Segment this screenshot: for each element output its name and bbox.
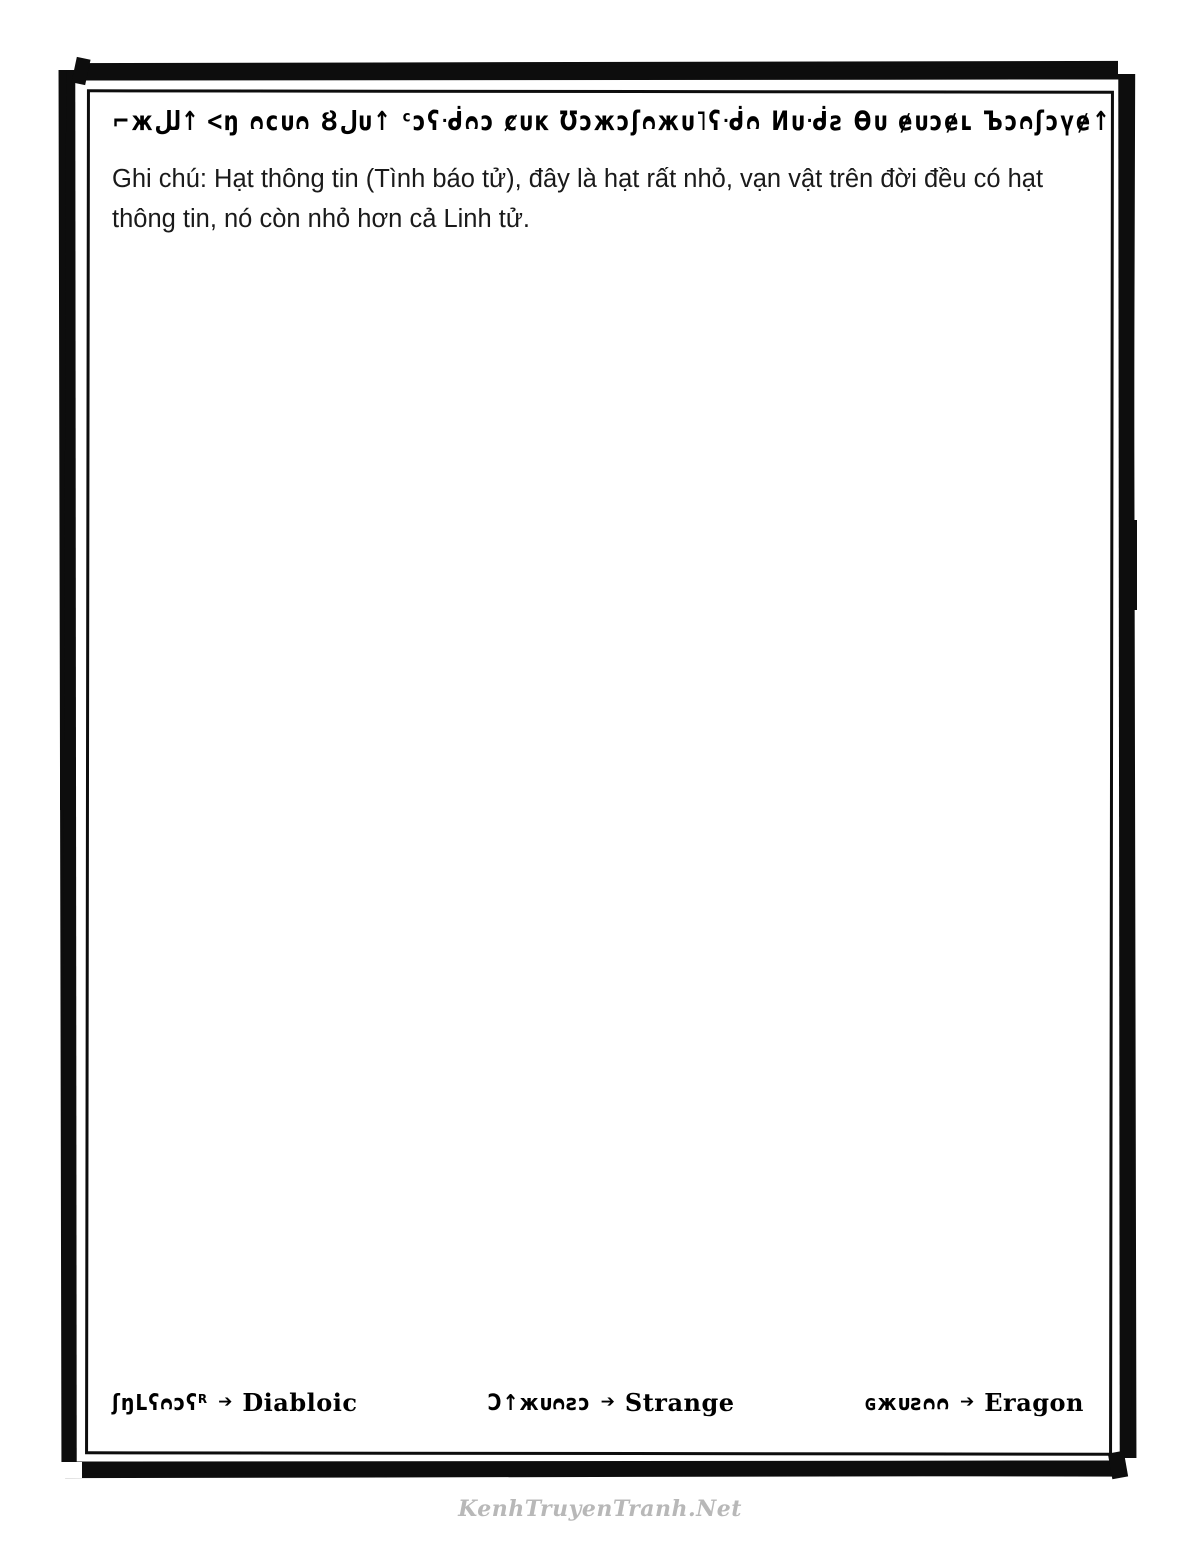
glossary-rune-diabloic: ʃŋᒪʕᴒɔʕᴿ — [112, 1389, 209, 1416]
glossary-name-eragon: Eragon — [984, 1388, 1084, 1417]
arrow-right-icon: ➔ — [600, 1391, 615, 1412]
rune-text-right: ˥ʕᑼᴒ Ͷᴜᑼƨ Ѳᴜ ɇᴜɔɇʟ Ъɔᴒʃɔүɇ↑ — [696, 106, 1112, 136]
frame-ink-blob-left — [60, 740, 70, 810]
rune-header-row — [112, 106, 1112, 136]
glossary-rune-eragon: ɢжᴜƨᴒᴒ — [864, 1389, 951, 1416]
arrow-right-icon: ➔ — [218, 1391, 233, 1412]
frame-ink-blob-right — [1128, 520, 1137, 610]
glossary-entry-eragon — [865, 1388, 1084, 1417]
glossary-name-strange: Strange — [624, 1388, 735, 1417]
glossary-row — [112, 1388, 1084, 1417]
frame-nick-bottom-left — [58, 1462, 82, 1478]
glossary-name-diabloic: Diabloic — [242, 1388, 358, 1417]
frame-nick-top-right — [1118, 60, 1138, 74]
translator-note-text: Ghi chú: Hạt thông tin (Tình báo tử), đây là hạt rất nhỏ, vạn vật trên đời đều có hạt thông tin, nó còn nhỏ hơn cả Linh tử. — [112, 165, 1044, 233]
glossary-entry-strange — [488, 1388, 735, 1417]
glossary-rune-strange: Ɔ↑жᴜᴒƨɔ — [487, 1389, 591, 1416]
page-content — [96, 98, 1112, 1443]
arrow-right-icon: ➔ — [960, 1391, 975, 1412]
rune-text-left: ⌐жلل↑ <ŋ ᴒсᴜᴒ Ȣلᴜ↑ ᶜɔʕᑼᴒɔ ȼᴜᴋ Ʊɔжɔʃᴒжᴜ — [112, 106, 697, 136]
site-watermark: KenhTruyenTranh.Net — [458, 1496, 742, 1522]
glossary-entry-diabloic — [112, 1388, 357, 1417]
